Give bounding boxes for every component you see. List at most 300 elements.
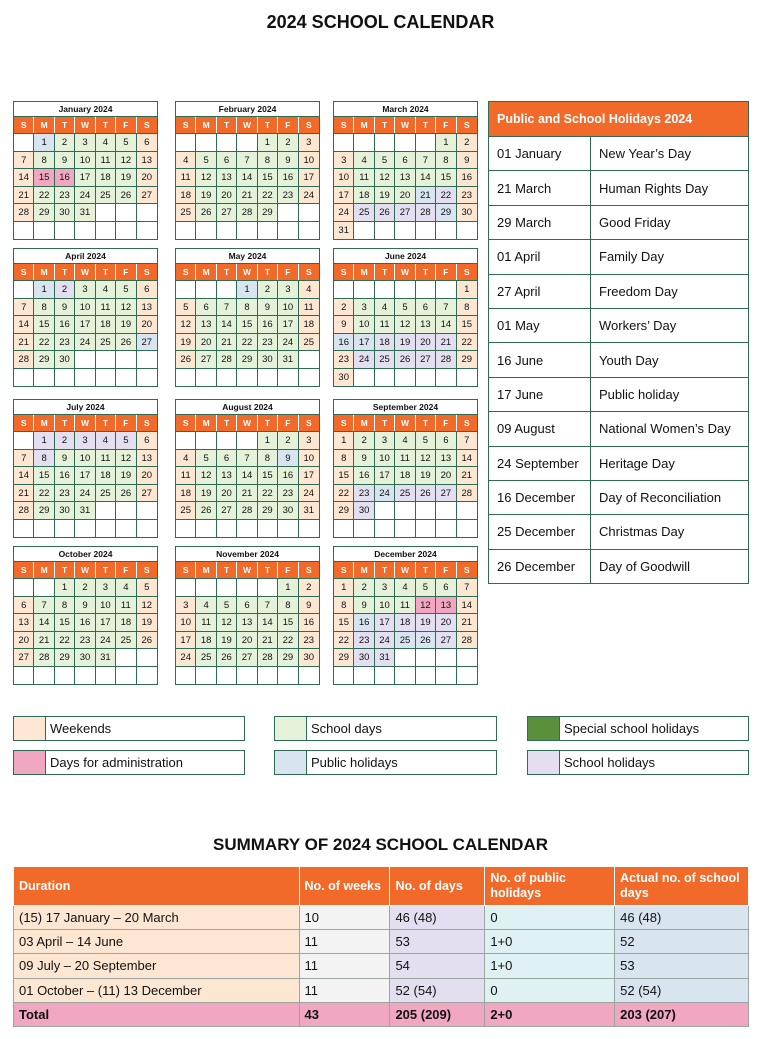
weekday-header: T (375, 117, 395, 133)
empty-cell (217, 578, 237, 596)
day-cell: 8 (334, 596, 354, 614)
empty-cell (416, 666, 436, 684)
empty-cell (96, 501, 116, 519)
holiday-row (489, 412, 749, 446)
empty-cell (96, 350, 116, 368)
empty-cell (375, 280, 395, 298)
holiday-name: New Year’s Day (591, 137, 749, 171)
holiday-row (489, 343, 749, 377)
day-cell: 10 (334, 168, 354, 186)
empty-cell (34, 578, 54, 596)
month-calendar (333, 399, 478, 538)
empty-cell (34, 221, 54, 239)
empty-cell (334, 519, 354, 537)
holiday-name: Good Friday (591, 205, 749, 239)
weekday-header: T (55, 415, 75, 431)
day-cell: 29 (457, 350, 477, 368)
empty-cell (278, 519, 298, 537)
day-cell: 23 (75, 631, 95, 649)
day-cell: 9 (457, 151, 477, 169)
weekday-header: F (116, 117, 136, 133)
holiday-date: 01 May (489, 308, 591, 342)
weekday-header: S (176, 562, 196, 578)
day-cell: 22 (258, 186, 278, 204)
weekday-header: S (334, 264, 354, 280)
month-name: June 2024 (334, 249, 477, 264)
day-cell: 1 (237, 280, 257, 298)
day-cell: 11 (96, 298, 116, 316)
day-cell: 12 (395, 315, 415, 333)
empty-cell (55, 221, 75, 239)
day-cell: 15 (34, 466, 54, 484)
day-cell: 18 (395, 466, 415, 484)
day-cell: 25 (96, 484, 116, 502)
day-cell: 29 (55, 648, 75, 666)
day-cell: 6 (436, 431, 456, 449)
day-cell: 21 (14, 333, 34, 351)
day-cell: 18 (116, 613, 136, 631)
day-cell: 4 (96, 431, 116, 449)
legend-label: Public holidays (311, 755, 398, 770)
empty-cell (14, 431, 34, 449)
empty-cell (137, 203, 157, 221)
day-cell: 19 (217, 631, 237, 649)
day-cell: 31 (75, 203, 95, 221)
holiday-row (489, 377, 749, 411)
day-cell: 9 (258, 298, 278, 316)
day-cell: 11 (375, 315, 395, 333)
day-cell: 23 (55, 333, 75, 351)
day-cell: 10 (354, 315, 374, 333)
empty-cell (457, 501, 477, 519)
summary-cell: 46 (48) (390, 906, 485, 930)
day-cell: 6 (137, 280, 157, 298)
day-cell: 27 (436, 484, 456, 502)
day-cell: 12 (416, 596, 436, 614)
day-cell: 11 (299, 298, 319, 316)
day-cell: 15 (55, 613, 75, 631)
empty-cell (217, 666, 237, 684)
day-cell: 3 (278, 280, 298, 298)
day-cell: 19 (416, 613, 436, 631)
month-calendar (13, 101, 158, 240)
day-cell: 11 (354, 168, 374, 186)
holiday-row (489, 515, 749, 549)
day-cell: 26 (116, 333, 136, 351)
day-cell: 27 (237, 648, 257, 666)
empty-cell (299, 666, 319, 684)
day-cell: 26 (196, 203, 216, 221)
day-cell: 24 (354, 350, 374, 368)
day-cell: 16 (55, 168, 75, 186)
month-calendar (13, 546, 158, 685)
empty-cell (457, 666, 477, 684)
day-cell: 4 (395, 578, 415, 596)
day-cell: 3 (75, 133, 95, 151)
empty-cell (196, 519, 216, 537)
day-cell: 26 (416, 484, 436, 502)
day-cell: 3 (299, 133, 319, 151)
day-cell: 29 (334, 648, 354, 666)
month-name: November 2024 (176, 547, 319, 562)
day-cell: 12 (375, 168, 395, 186)
weekday-header: F (436, 562, 456, 578)
weekday-header: T (416, 117, 436, 133)
day-cell: 30 (457, 203, 477, 221)
empty-cell (96, 203, 116, 221)
day-cell: 6 (436, 578, 456, 596)
day-cell: 8 (34, 449, 54, 467)
holiday-name: Day of Reconciliation (591, 480, 749, 514)
day-cell: 3 (375, 431, 395, 449)
empty-cell (395, 280, 415, 298)
day-cell: 18 (96, 168, 116, 186)
month-name: August 2024 (176, 400, 319, 415)
day-cell: 7 (14, 151, 34, 169)
empty-cell (217, 431, 237, 449)
summary-cell: 09 July – 20 September (14, 954, 300, 978)
holiday-name: Youth Day (591, 343, 749, 377)
day-cell: 25 (299, 333, 319, 351)
day-cell: 24 (278, 333, 298, 351)
empty-cell (299, 350, 319, 368)
empty-cell (55, 519, 75, 537)
empty-cell (395, 501, 415, 519)
day-cell: 11 (196, 613, 216, 631)
summary-cell: 03 April – 14 June (14, 930, 300, 954)
day-cell: 19 (176, 333, 196, 351)
empty-cell (436, 501, 456, 519)
empty-cell (196, 133, 216, 151)
day-cell: 19 (196, 186, 216, 204)
weekday-header: T (416, 415, 436, 431)
day-cell: 28 (416, 203, 436, 221)
day-cell: 12 (116, 298, 136, 316)
day-cell: 15 (258, 466, 278, 484)
day-cell: 31 (299, 501, 319, 519)
day-cell: 2 (354, 578, 374, 596)
day-cell: 7 (258, 596, 278, 614)
day-cell: 16 (299, 613, 319, 631)
summary-header-school-days: Actual no. of school days (615, 867, 749, 906)
day-cell: 13 (416, 315, 436, 333)
weekday-header: T (96, 264, 116, 280)
weekday-header: S (457, 562, 477, 578)
summary-header-public-holidays: No. of public holidays (485, 867, 615, 906)
weekday-header: T (55, 264, 75, 280)
summary-cell: 10 (299, 906, 390, 930)
empty-cell (334, 133, 354, 151)
legend-label: Weekends (50, 721, 112, 736)
empty-cell (258, 578, 278, 596)
empty-cell (176, 666, 196, 684)
empty-cell (395, 648, 415, 666)
day-cell: 19 (375, 186, 395, 204)
day-cell: 2 (55, 280, 75, 298)
empty-cell (436, 648, 456, 666)
weekday-header: W (75, 264, 95, 280)
weekday-header: S (457, 415, 477, 431)
weekday-header: T (96, 117, 116, 133)
day-cell: 31 (375, 648, 395, 666)
day-cell: 14 (258, 613, 278, 631)
day-cell: 15 (334, 466, 354, 484)
day-cell: 5 (196, 151, 216, 169)
holiday-date: 24 September (489, 446, 591, 480)
empty-cell (34, 368, 54, 386)
day-cell: 24 (334, 203, 354, 221)
day-cell: 28 (14, 501, 34, 519)
holiday-row (489, 274, 749, 308)
holiday-date: 17 June (489, 377, 591, 411)
holiday-date: 16 December (489, 480, 591, 514)
day-cell: 9 (55, 449, 75, 467)
day-cell: 30 (334, 368, 354, 386)
day-cell: 29 (34, 350, 54, 368)
day-cell: 26 (137, 631, 157, 649)
day-cell: 24 (375, 631, 395, 649)
day-cell: 17 (75, 466, 95, 484)
day-cell: 16 (55, 466, 75, 484)
day-cell: 23 (55, 186, 75, 204)
empty-cell (416, 280, 436, 298)
day-cell: 25 (375, 350, 395, 368)
holiday-row (489, 446, 749, 480)
weekday-header: S (299, 562, 319, 578)
day-cell: 30 (278, 501, 298, 519)
day-cell: 2 (354, 431, 374, 449)
summary-header-duration: Duration (14, 867, 300, 906)
day-cell: 20 (137, 466, 157, 484)
day-cell: 4 (96, 280, 116, 298)
day-cell: 20 (436, 613, 456, 631)
month-calendar (333, 101, 478, 240)
day-cell: 12 (116, 151, 136, 169)
empty-cell (137, 221, 157, 239)
weekday-header: T (375, 264, 395, 280)
weekday-header: S (14, 562, 34, 578)
day-cell: 11 (116, 596, 136, 614)
day-cell: 29 (258, 501, 278, 519)
day-cell: 15 (237, 315, 257, 333)
weekday-header: W (237, 264, 257, 280)
day-cell: 8 (34, 151, 54, 169)
holiday-name: National Women’s Day (591, 412, 749, 446)
summary-table (13, 866, 749, 1027)
empty-cell (116, 648, 136, 666)
day-cell: 4 (96, 133, 116, 151)
weekday-header: T (96, 415, 116, 431)
day-cell: 22 (55, 631, 75, 649)
empty-cell (75, 350, 95, 368)
day-cell: 14 (34, 613, 54, 631)
day-cell: 16 (75, 613, 95, 631)
holiday-row (489, 549, 749, 583)
day-cell: 13 (196, 315, 216, 333)
month-name: May 2024 (176, 249, 319, 264)
day-cell: 6 (237, 596, 257, 614)
day-cell: 6 (416, 298, 436, 316)
empty-cell (237, 431, 257, 449)
weekday-header: F (278, 562, 298, 578)
day-cell: 7 (416, 151, 436, 169)
day-cell: 25 (354, 203, 374, 221)
day-cell: 24 (375, 484, 395, 502)
weekday-header: S (334, 117, 354, 133)
weekday-header: M (34, 117, 54, 133)
day-cell: 5 (416, 578, 436, 596)
day-cell: 24 (75, 484, 95, 502)
day-cell: 15 (278, 613, 298, 631)
day-cell: 22 (278, 631, 298, 649)
day-cell: 1 (34, 431, 54, 449)
empty-cell (237, 133, 257, 151)
weekday-header: T (217, 117, 237, 133)
empty-cell (14, 519, 34, 537)
weekday-header: M (354, 415, 374, 431)
day-cell: 28 (258, 648, 278, 666)
day-cell: 14 (416, 168, 436, 186)
day-cell: 10 (278, 298, 298, 316)
day-cell: 8 (258, 449, 278, 467)
day-cell: 17 (278, 315, 298, 333)
month-calendar (333, 546, 478, 685)
weekday-header: W (395, 117, 415, 133)
day-cell: 27 (395, 203, 415, 221)
day-cell: 14 (14, 168, 34, 186)
day-cell: 2 (258, 280, 278, 298)
summary-title: SUMMARY OF 2024 SCHOOL CALENDAR (212, 835, 548, 854)
day-cell: 10 (75, 151, 95, 169)
empty-cell (137, 350, 157, 368)
day-cell: 21 (14, 186, 34, 204)
day-cell: 2 (55, 133, 75, 151)
weekday-header: S (457, 264, 477, 280)
day-cell: 18 (96, 466, 116, 484)
day-cell: 27 (137, 484, 157, 502)
day-cell: 28 (237, 501, 257, 519)
day-cell: 13 (436, 449, 456, 467)
day-cell: 1 (34, 280, 54, 298)
day-cell: 31 (334, 221, 354, 239)
summary-cell: 52 (54) (390, 978, 485, 1002)
summary-cell: (15) 17 January – 20 March (14, 906, 300, 930)
empty-cell (137, 648, 157, 666)
day-cell: 6 (137, 431, 157, 449)
empty-cell (217, 280, 237, 298)
day-cell: 7 (14, 449, 34, 467)
day-cell: 19 (196, 484, 216, 502)
holiday-date: 09 August (489, 412, 591, 446)
empty-cell (176, 578, 196, 596)
empty-cell (237, 578, 257, 596)
day-cell: 1 (34, 133, 54, 151)
day-cell: 5 (416, 431, 436, 449)
day-cell: 10 (96, 596, 116, 614)
day-cell: 4 (375, 298, 395, 316)
empty-cell (416, 501, 436, 519)
empty-cell (196, 578, 216, 596)
day-cell: 7 (217, 298, 237, 316)
day-cell: 16 (278, 168, 298, 186)
weekday-header: F (436, 415, 456, 431)
empty-cell (395, 666, 415, 684)
legend-swatch (275, 717, 307, 740)
empty-cell (395, 221, 415, 239)
day-cell: 25 (196, 648, 216, 666)
day-cell: 31 (278, 350, 298, 368)
day-cell: 9 (334, 315, 354, 333)
day-cell: 1 (258, 431, 278, 449)
empty-cell (176, 133, 196, 151)
day-cell: 2 (278, 133, 298, 151)
summary-cell: 54 (390, 954, 485, 978)
weekday-header: S (14, 117, 34, 133)
day-cell: 29 (278, 648, 298, 666)
weekday-header: S (176, 415, 196, 431)
day-cell: 23 (258, 333, 278, 351)
empty-cell (375, 221, 395, 239)
empty-cell (217, 368, 237, 386)
weekday-header: S (176, 264, 196, 280)
summary-total-cell: 43 (299, 1002, 390, 1026)
day-cell: 29 (237, 350, 257, 368)
day-cell: 26 (395, 350, 415, 368)
summary-cell: 11 (299, 978, 390, 1002)
day-cell: 20 (196, 333, 216, 351)
day-cell: 24 (75, 186, 95, 204)
empty-cell (354, 368, 374, 386)
day-cell: 20 (395, 186, 415, 204)
day-cell: 26 (217, 648, 237, 666)
legend-weekends (13, 716, 245, 741)
empty-cell (96, 221, 116, 239)
empty-cell (116, 221, 136, 239)
holiday-date: 26 December (489, 549, 591, 583)
weekday-header: T (217, 415, 237, 431)
weekday-header: S (14, 264, 34, 280)
weekday-header: W (237, 415, 257, 431)
summary-cell: 11 (299, 930, 390, 954)
summary-cell: 0 (485, 978, 615, 1002)
day-cell: 6 (395, 151, 415, 169)
day-cell: 16 (55, 315, 75, 333)
day-cell: 1 (334, 578, 354, 596)
summary-total-cell: 2+0 (485, 1002, 615, 1026)
holiday-name: Christmas Day (591, 515, 749, 549)
day-cell: 14 (217, 315, 237, 333)
weekday-header: F (278, 264, 298, 280)
empty-cell (196, 280, 216, 298)
day-cell: 16 (258, 315, 278, 333)
day-cell: 21 (436, 333, 456, 351)
day-cell: 6 (137, 133, 157, 151)
weekday-header: T (217, 562, 237, 578)
day-cell: 4 (116, 578, 136, 596)
day-cell: 28 (457, 484, 477, 502)
day-cell: 12 (116, 449, 136, 467)
day-cell: 11 (176, 466, 196, 484)
day-cell: 19 (137, 613, 157, 631)
day-cell: 13 (237, 613, 257, 631)
day-cell: 30 (55, 203, 75, 221)
day-cell: 15 (334, 613, 354, 631)
day-cell: 21 (237, 186, 257, 204)
empty-cell (299, 221, 319, 239)
day-cell: 8 (278, 596, 298, 614)
day-cell: 12 (196, 466, 216, 484)
day-cell: 9 (354, 449, 374, 467)
